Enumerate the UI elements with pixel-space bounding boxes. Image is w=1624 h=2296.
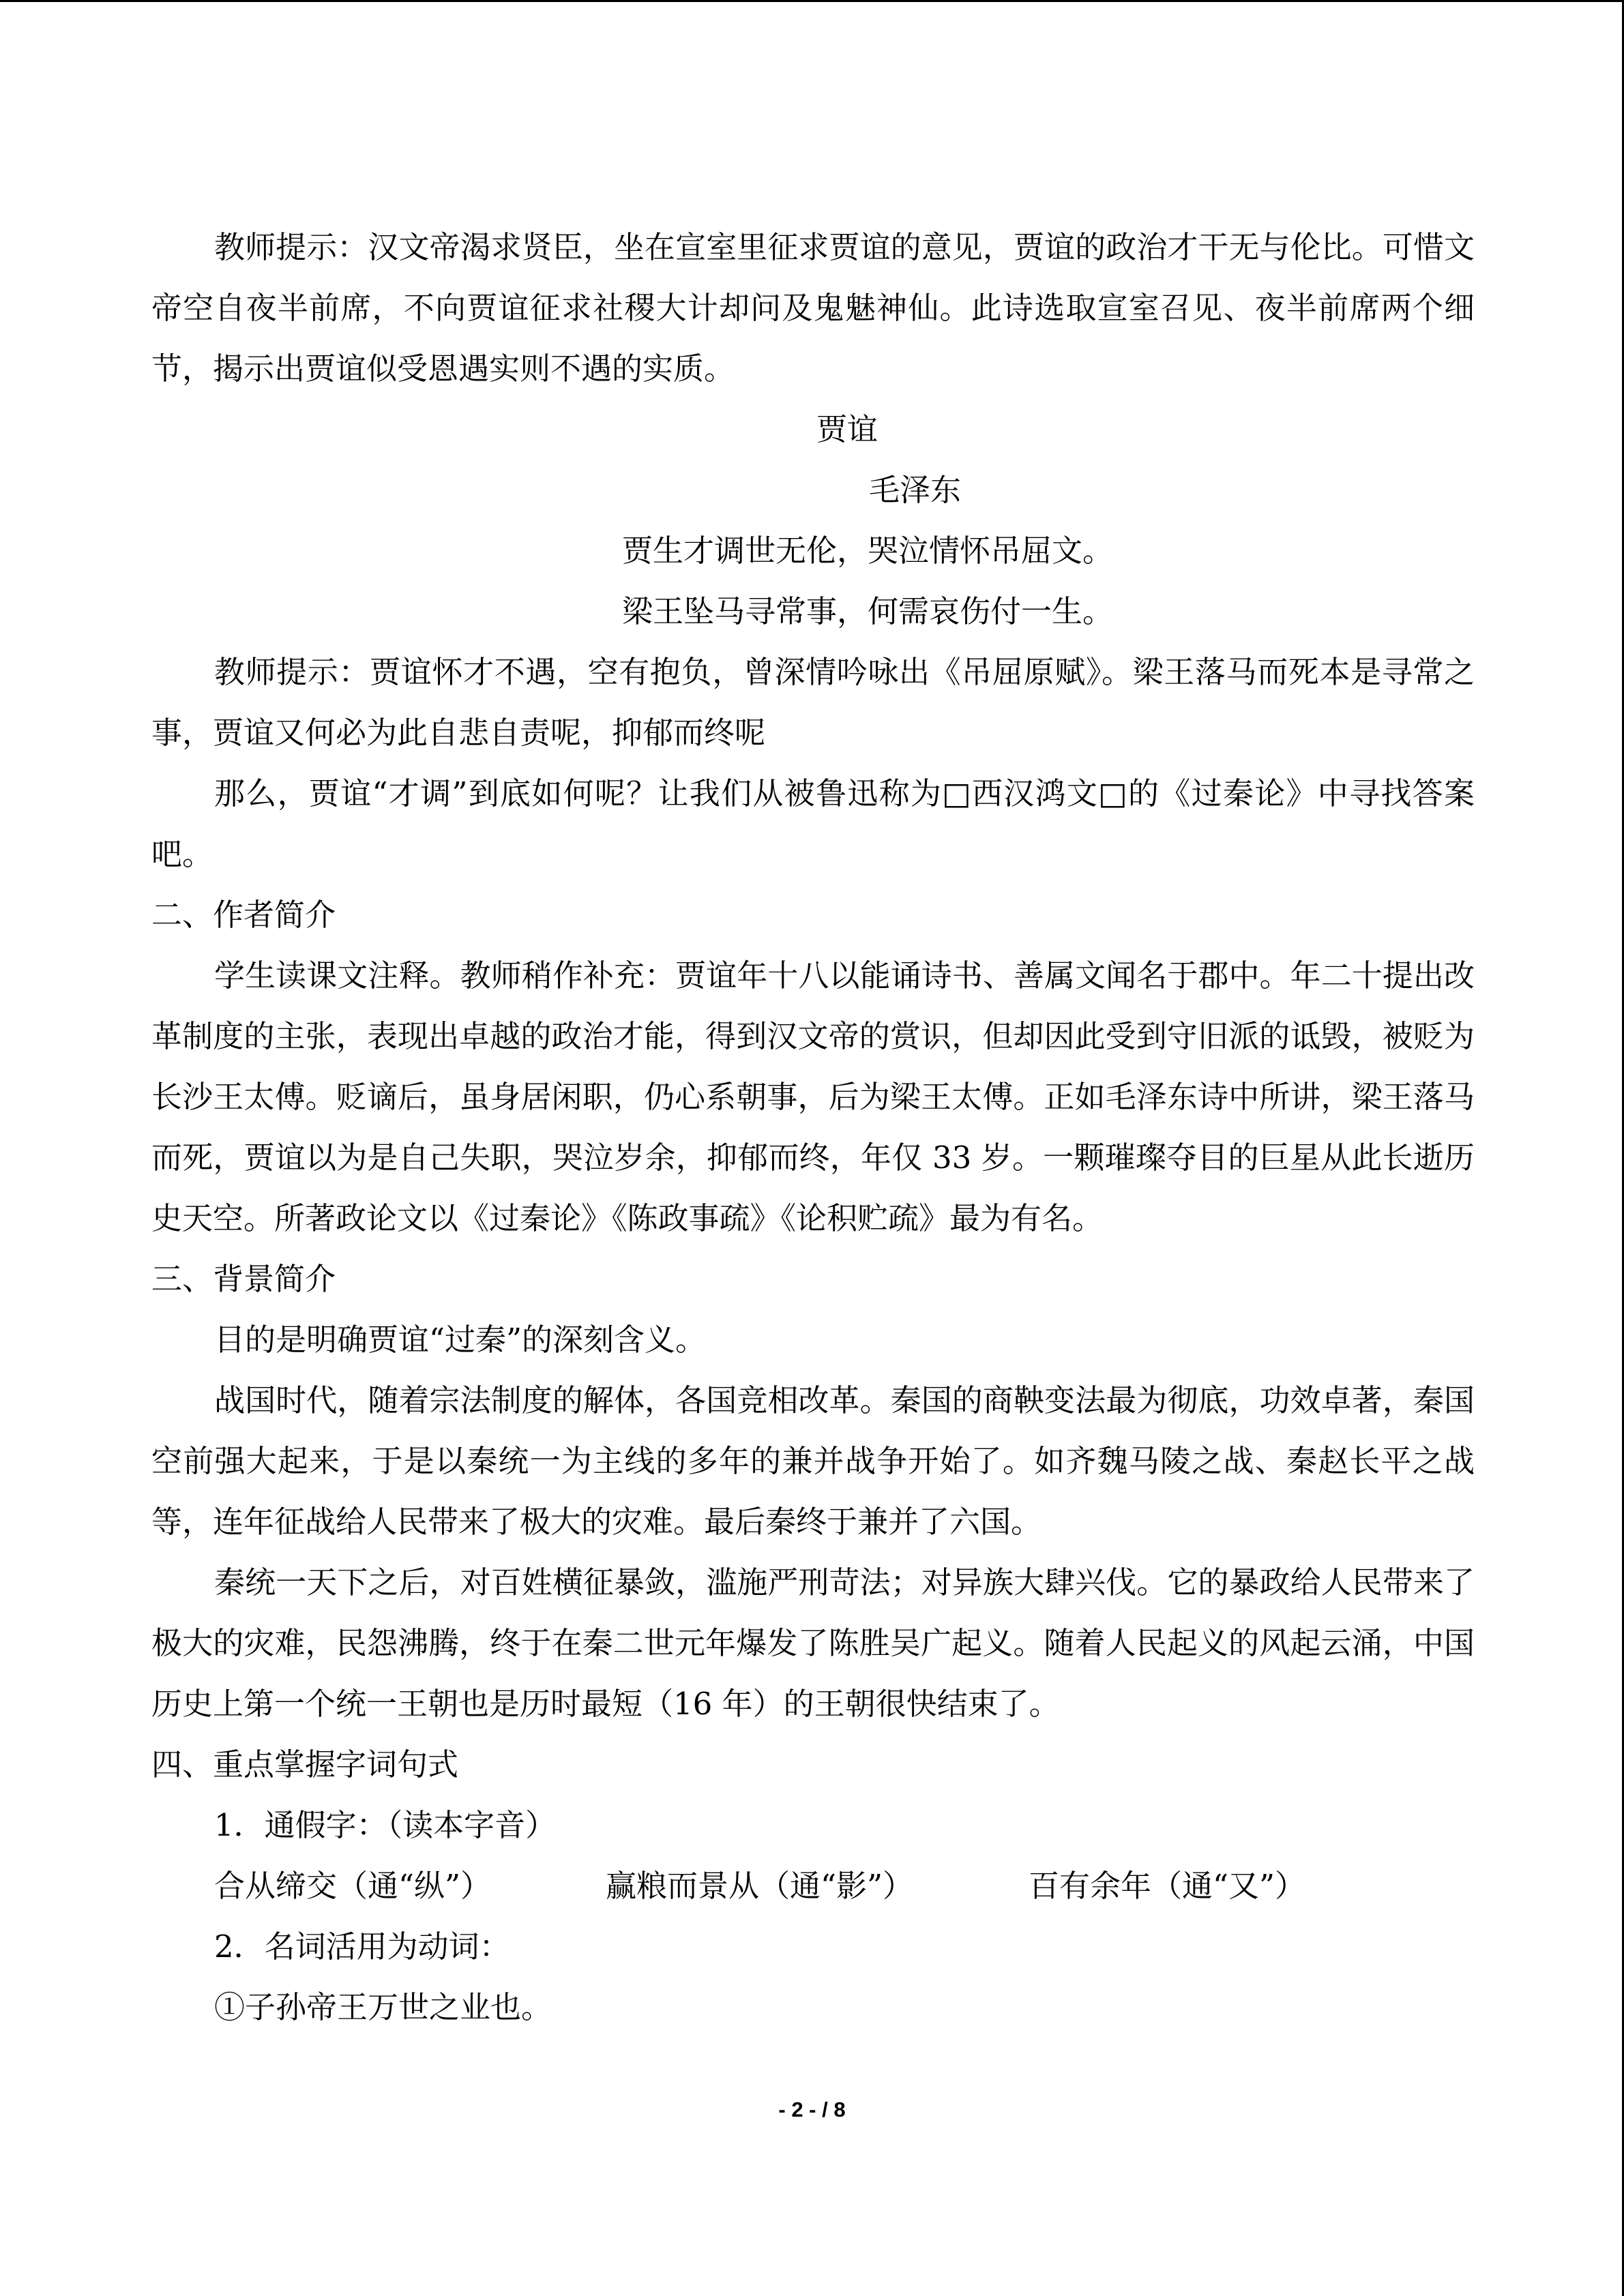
warring-states-paragraph: 战国时代，随着宗法制度的解体，各国竞相改革。秦国的商鞅变法最为彻底，功效卓著，秦国空前强大起来，于是以秦统一为主线的多年的兼并战争开始了。如齐魏马陵之战、秦赵长平之战等，连年征战给人民带来了极大的灾难。最后秦终于兼并了六国。 <box>151 1382 1475 1540</box>
section-heading-background: 三、背景简介 <box>151 1261 336 1297</box>
item-tongjiazi: 1．通假字：（读本字音） <box>214 1807 557 1843</box>
item-noun-as-verb: 2．名词活用为动词： <box>214 1928 510 1965</box>
author-intro-paragraph: 学生读课文注释。教师稍作补充：贾谊年十八以能诵诗书、善属文闻名于郡中。年二十提出改革制度的主张，表现出卓越的政治才能，得到汉文帝的赏识，但却因此受到守旧派的诋毁，被贬为长沙王太傅。贬谪后，虽身居闲职，仍心系朝事，后为梁王太傅。正如毛泽东诗中所讲，梁王落马而死，贾谊以为是自己失职，哭泣岁余，抑郁而终，年仅 33 岁。一颗璀璨夺目的巨星从此长逝历史天空。所著政论文以《过秦论》《陈政事疏》《论积贮疏》最为有名。 <box>151 957 1475 1236</box>
teacher-tip-paragraph-2: 教师提示：贾谊怀才不遇，空有抱负，曾深情吟咏出《吊屈原赋》。梁王落马而死本是寻常之事，贾谊又何必为此自悲自责呢，抑郁而终呢 <box>151 654 1475 751</box>
noun-as-verb-example-1: ①子孙帝王万世之业也。 <box>214 1989 552 2025</box>
poem-author: 毛泽东 <box>869 472 962 508</box>
section-heading-author: 二、作者简介 <box>151 897 336 933</box>
tongjiazi-example-2: 赢粮而景从（通“影”） <box>606 1868 914 1904</box>
tongjiazi-example-3: 百有余年（通“又”） <box>1029 1868 1306 1904</box>
qin-rule-paragraph: 秦统一天下之后，对百姓横征暴敛，滥施严刑苛法；对异族大肆兴伐。它的暴政给人民带来了极大的灾难，民怨沸腾，终于在秦二世元年爆发了陈胜吴广起义。随着人民起义的风起云涌，中国历史上第一个统一王朝也是历时最短（16 年）的王朝很快结束了。 <box>151 1564 1475 1722</box>
poem-title: 贾谊 <box>816 411 879 447</box>
document-body <box>151 217 1475 2038</box>
intro-question-paragraph: 那么，贾谊“才调”到底如何呢？让我们从被鲁迅称为□西汉鸿文□的《过秦论》中寻找答案吧。 <box>151 775 1475 872</box>
page-number: - 2 - / 8 <box>778 2098 846 2121</box>
section-heading-key-words: 四、重点掌握字词句式 <box>151 1746 459 1783</box>
tongjiazi-example-1: 合从缔交（通“纵”） <box>214 1868 492 1904</box>
tongjiazi-examples <box>151 1855 1475 1916</box>
background-purpose-paragraph: 目的是明确贾谊“过秦”的深刻含义。 <box>214 1322 707 1358</box>
poem-line-2: 梁王坠马寻常事，何需哀伤付一生。 <box>622 593 1114 629</box>
teacher-tip-paragraph-1: 教师提示：汉文帝渴求贤臣，坐在宣室里征求贾谊的意见，贾谊的政治才干无与伦比。可惜文帝空自夜半前席，不向贾谊征求社稷大计却问及鬼魅神仙。此诗选取宣室召见、夜半前席两个细节，揭示出贾谊似受恩遇实则不遇的实质。 <box>151 229 1475 387</box>
poem-line-1: 贾生才调世无伦，哭泣情怀吊屈文。 <box>622 533 1114 569</box>
